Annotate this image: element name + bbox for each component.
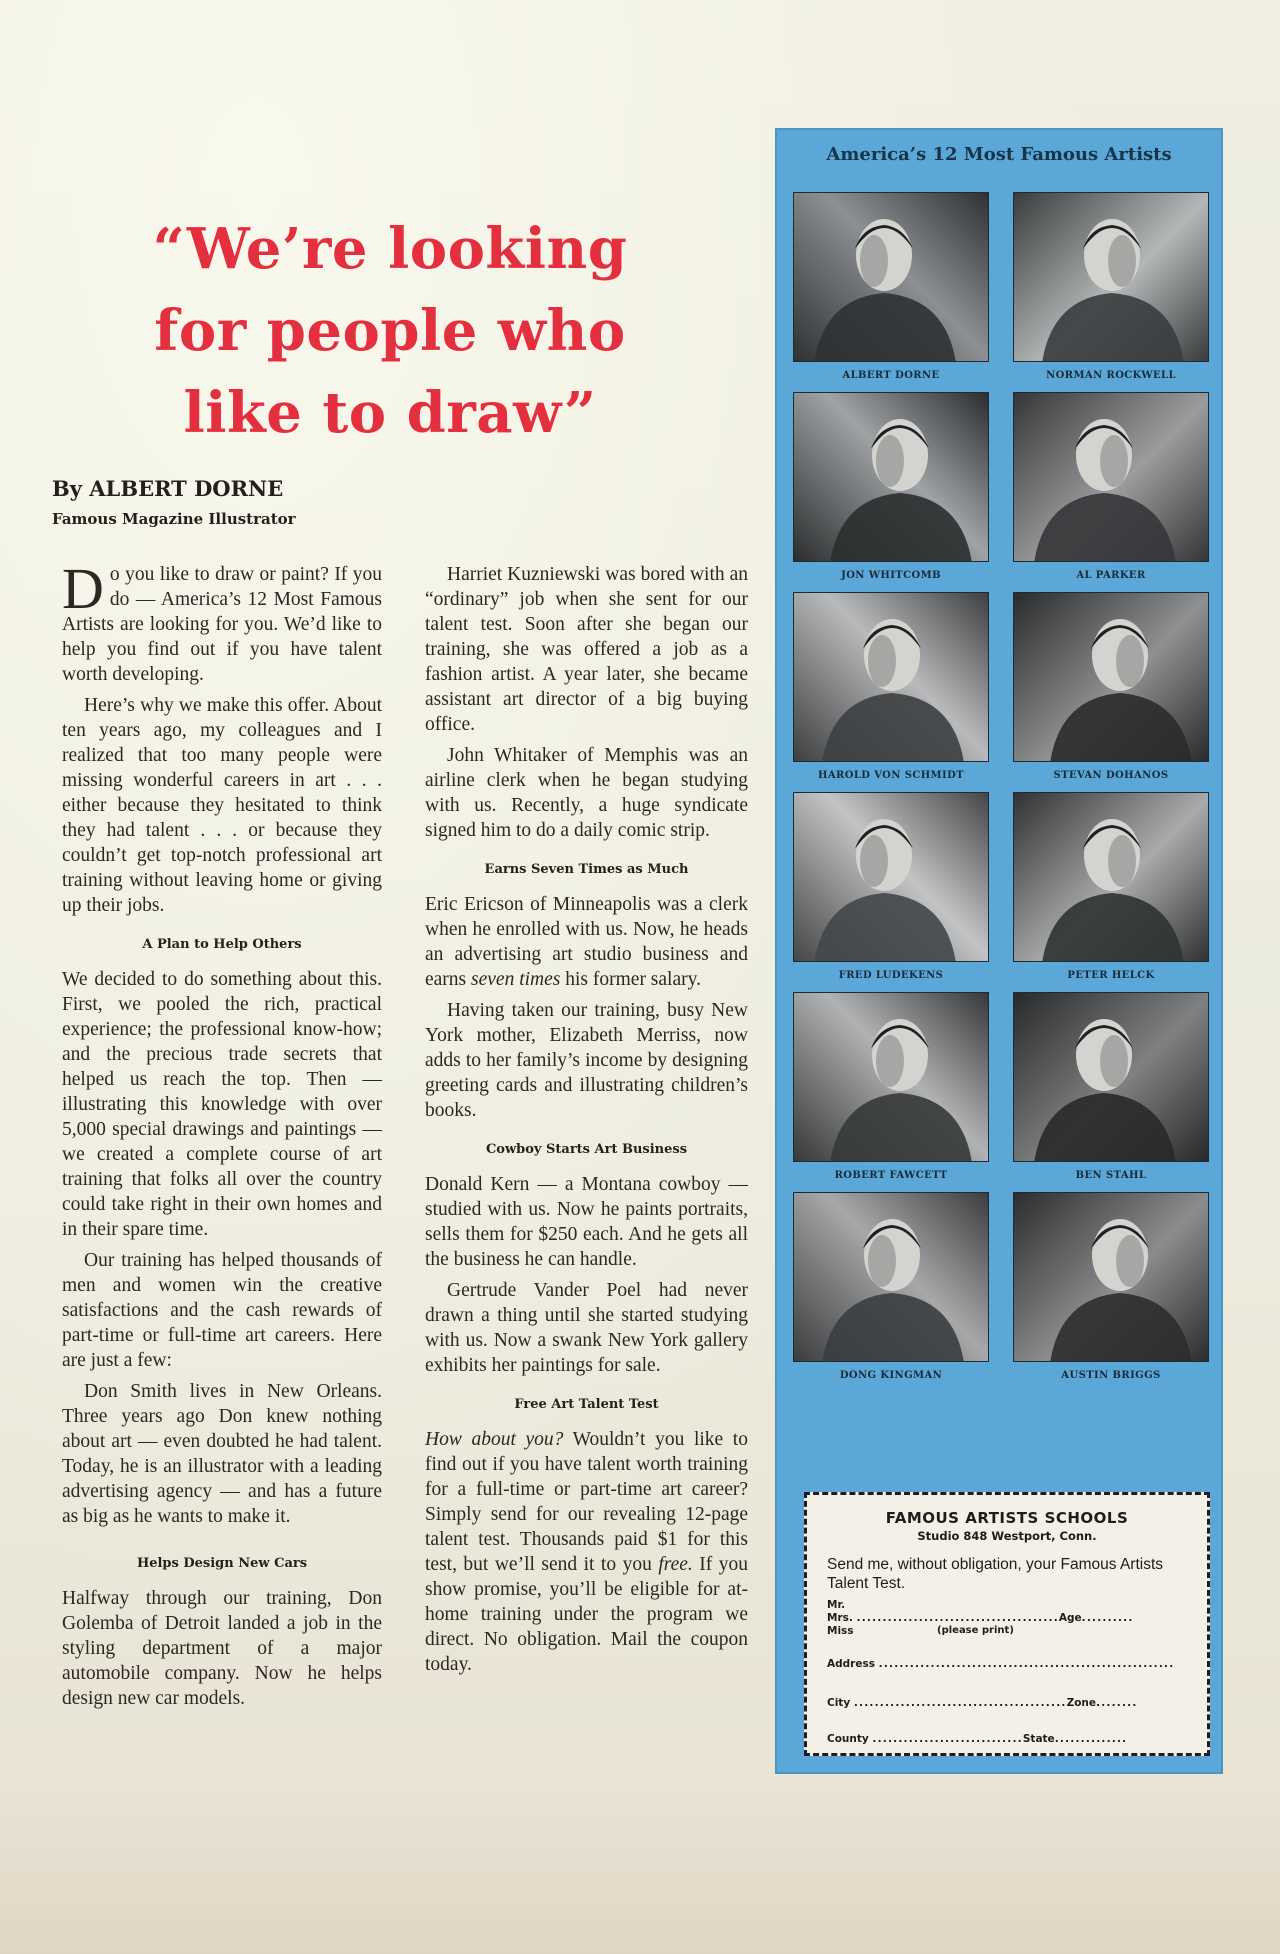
coupon-miss-line[interactable] [827, 1625, 1197, 1637]
artist-name-dong-kingman: DONG KINGMAN [839, 1370, 943, 1381]
headline [110, 208, 670, 454]
headline-line-2: for people who [154, 298, 626, 364]
coupon-miss-label: Miss [827, 1625, 854, 1637]
artist-name-norman-rockwell: NORMAN ROCKWELL [1046, 370, 1176, 381]
paragraph: Gertrude Vander Poel had never drawn a thing until she started studying with us. Now a swank New York gallery exhibits her paintings for sale. [425, 1280, 748, 1376]
paragraph: Here’s why we make this offer. About ten years ago, my colleagues and I realized that too many people were missing wonderful careers in art . . . either because they hesitated to think they had talent . . . or because they couldn’t get top-notch professional art training without leaving home or giving up their jobs. [62, 695, 382, 916]
paragraph: Don Smith lives in New Orleans. Three years ago Don knew nothing about art — even doubted he had talent. Today, he is an illustrator with a leading advertising agency — and has a future as big as he wants to make it. [62, 1381, 382, 1527]
drop-cap: D [62, 556, 104, 621]
portrait-silhouette [1014, 793, 1209, 962]
paragraph-text: Wouldn’t you like to find out if you have talent worth training for a full-time or part-time art career? Simply send for our revealing 12-page talent test. Thousands paid $1 for this test, but we’ll send it to you [425, 1429, 748, 1575]
coupon-county-label: County [827, 1733, 869, 1745]
artist-photo-ben-stahl [1013, 992, 1209, 1162]
artist-name-harold-von-schmidt: HAROLD VON SCHMIDT [817, 770, 965, 781]
article-column-1 [62, 556, 382, 1717]
subhead: Helps Design New Cars [136, 1556, 308, 1571]
paragraph-text: his former salary. [560, 969, 701, 990]
artist-name-jon-whitcomb: JON WHITCOMB [841, 570, 941, 581]
paragraph-text: If you show promise, you’ll be eligible for at-home training under the program we direct. No obligation. Mail the coupon today. [425, 1554, 748, 1675]
emphasis: How about you? [425, 1429, 564, 1450]
byline: By ALBERT DORNE [52, 476, 284, 501]
artist-name-stevan-dohanos: STEVAN DOHANOS [1053, 770, 1169, 781]
portrait-silhouette [1014, 193, 1209, 362]
paragraph: Harriet Kuzniewski was bored with an “ordinary” job when she sent for our talent test. Soon after she began our training, she was offered a job as a fashion artist. A year later, she became assistant art director of a big buying office. [425, 564, 748, 735]
artist-photo-dong-kingman [793, 1192, 989, 1362]
artist-photo-jon-whitcomb [793, 392, 989, 562]
portrait-silhouette [1014, 393, 1209, 562]
artist-photo-al-parker [1013, 392, 1209, 562]
famous-artists-panel [775, 128, 1223, 1774]
coupon-print-hint: (please print) [937, 1625, 1014, 1636]
paragraph-text: o you like to draw or paint? If you do — America’s 12 Most Famous Artists are looking for you. We’d like to help you find out if you have talent worth developing. [62, 564, 382, 685]
artist-name-fred-ludekens: FRED LUDEKENS [838, 970, 944, 981]
coupon-studio-address: Studio 848 Westport, Conn. [917, 1529, 1097, 1543]
artist-photo-norman-rockwell [1013, 192, 1209, 362]
paragraph [425, 892, 748, 992]
emphasis: seven times [471, 969, 561, 990]
portrait-silhouette [794, 793, 989, 962]
artist-name-robert-fawcett: ROBERT FAWCETT [834, 1170, 948, 1181]
coupon-address-line[interactable]: Address ......................................................... [827, 1658, 1175, 1670]
portrait-silhouette [1014, 1193, 1209, 1362]
paragraph: John Whitaker of Memphis was an airline clerk when he began studying with us. Recently, a huge syndicate signed him to do a daily comic strip. [425, 745, 748, 841]
artist-name-austin-briggs: AUSTIN BRIGGS [1061, 1370, 1161, 1381]
paragraph [62, 556, 382, 687]
coupon-age-label: Age [1058, 1612, 1082, 1624]
coupon-mrs-line[interactable]: Mrs. .......................................Age.......... [827, 1612, 1134, 1624]
article-column-2 [425, 562, 748, 1683]
subhead: Free Art Talent Test [514, 1397, 659, 1412]
paragraph [425, 1427, 748, 1677]
paragraph: Our training has helped thousands of men and women win the creative satisfactions and the cash rewards of part-time or full-time art careers. Here are just a few: [62, 1250, 382, 1371]
paragraph-text: Eric Ericson of Minneapolis was a clerk when he enrolled with us. Now, he heads an advertising art studio business and earns [425, 894, 748, 990]
artist-name-al-parker: AL PARKER [1076, 570, 1146, 581]
artist-photo-fred-ludekens [793, 792, 989, 962]
subhead: Earns Seven Times as Much [484, 862, 689, 877]
artist-photo-austin-briggs [1013, 1192, 1209, 1362]
paragraph: We decided to do something about this. First, we pooled the rich, practical experience; the professional know-how; and the precious trade secrets that helped us reach the top. Then — illustrating this knowledge with over 5,000 special drawings and paintings — we created a complete course of art training that folks all over the country could take right in their own homes and in their spare time. [62, 969, 382, 1240]
artist-photo-harold-von-schmidt [793, 592, 989, 762]
coupon-city-line[interactable]: City .........................................Zone........ [827, 1697, 1138, 1709]
coupon-school-name: FAMOUS ARTISTS SCHOOLS [885, 1509, 1129, 1527]
portrait-silhouette [1014, 993, 1209, 1162]
coupon-address-label: Address [827, 1658, 875, 1670]
byline-title: Famous Magazine Illustrator [52, 510, 296, 528]
subhead: A Plan to Help Others [142, 937, 302, 952]
panel-title: America’s 12 Most Famous Artists [826, 144, 1172, 165]
emphasis: free. [658, 1554, 693, 1575]
artist-photo-robert-fawcett [793, 992, 989, 1162]
artist-name-ben-stahl: BEN STAHL [1075, 1170, 1147, 1181]
portrait-silhouette [794, 193, 989, 362]
artist-name-peter-helck: PETER HELCK [1067, 970, 1155, 981]
coupon-state-label: State [1022, 1733, 1055, 1745]
portrait-silhouette [794, 993, 989, 1162]
subhead: Cowboy Starts Art Business [485, 1142, 688, 1157]
paragraph: Having taken our training, busy New York mother, Elizabeth Merriss, now adds to her family’s income by designing greeting cards and illustrating children’s books. [425, 1000, 748, 1121]
coupon-mrs-label: Mrs. [827, 1612, 853, 1624]
portrait-silhouette [794, 393, 989, 562]
headline-line-1: “We’re looking [152, 216, 628, 282]
artist-photo-stevan-dohanos [1013, 592, 1209, 762]
coupon-zone-label: Zone [1066, 1697, 1097, 1709]
paragraph: Halfway through our training, Don Golemba of Detroit landed a job in the styling department of a major automobile company. Now he helps design new car models. [62, 1588, 382, 1709]
coupon-request-text: Send me, without obligation, your Famous Artists Talent Test. [827, 1556, 1163, 1592]
artist-name-albert-dorne: ALBERT DORNE [842, 370, 940, 381]
artist-photo-peter-helck [1013, 792, 1209, 962]
coupon-city-label: City [827, 1697, 851, 1709]
paragraph: Donald Kern — a Montana cowboy — studied with us. Now he paints portraits, sells them for $250 each. And he gets all the business he can handle. [425, 1174, 748, 1270]
headline-line-3: like to draw” [183, 380, 597, 446]
coupon-mr-line[interactable] [827, 1599, 1197, 1611]
portrait-silhouette [794, 1193, 989, 1362]
portrait-silhouette [1014, 593, 1209, 762]
order-coupon [804, 1492, 1210, 1756]
portrait-silhouette [794, 593, 989, 762]
page-bottom-shade [0, 1784, 1280, 1954]
coupon-county-line[interactable]: County .............................State.............. [827, 1733, 1128, 1745]
artist-photo-albert-dorne [793, 192, 989, 362]
coupon-mr-label: Mr. [827, 1599, 846, 1611]
